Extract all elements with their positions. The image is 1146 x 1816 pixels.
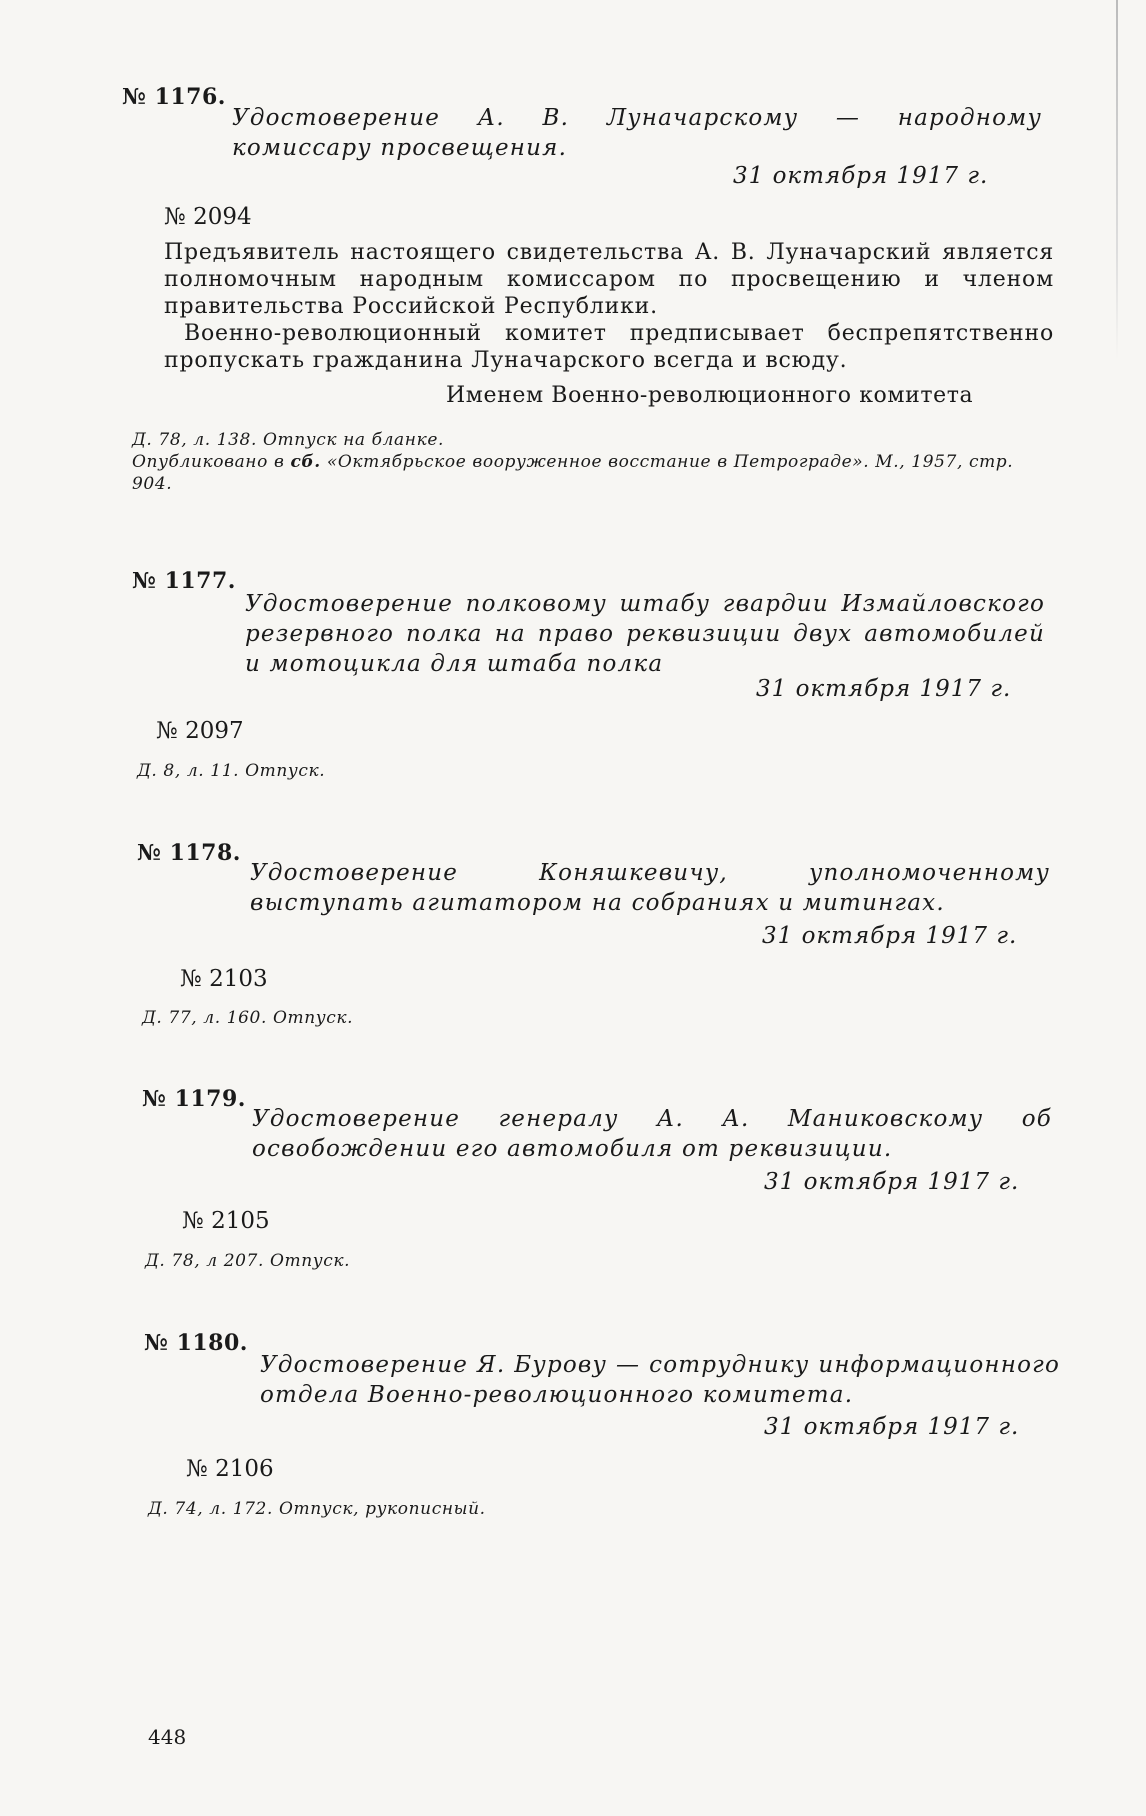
- doc-number: № 1179.: [142, 1086, 246, 1112]
- doc-title: Удостоверение А. В. Луначарскому — народному комиссару просвещения.: [232, 105, 1042, 161]
- body-paragraph: Предъявитель настоящего свидетельства А. В. Луначарский является полномочным народным комиссаром по просвещению и членом правительства Российской Республики.: [164, 240, 1054, 319]
- source-pub-prefix: Опубликовано в: [132, 452, 291, 472]
- registration-number: № 2106: [186, 1456, 274, 1482]
- doc-title: Удостоверение полковому штабу гвардии Измайловского резервного полка на право реквизиции двух автомобилей и мотоцикла для штаба полка: [245, 591, 1045, 677]
- source-pub-rest: «Октябрьское вооруженное восстание в Петрограде». М., 1957, стр. 904.: [132, 452, 1014, 494]
- doc-date: 31 октября 1917 г.: [762, 923, 1018, 949]
- doc-title: Удостоверение Коняшкевичу, уполномоченному выступать агитатором на собраниях и митингах.: [250, 860, 1050, 916]
- doc-number: № 1177.: [132, 568, 236, 594]
- source-archive: Д. 78, л. 138. Отпуск на бланке.: [132, 430, 444, 450]
- source-publication: [132, 451, 1052, 495]
- signature-line: Именем Военно-революционного комитета: [446, 383, 974, 408]
- doc-title: Удостоверение Я. Бурову — сотруднику информационного отдела Военно-революционного комитета.: [260, 1352, 1060, 1408]
- doc-date: 31 октября 1917 г.: [733, 163, 989, 189]
- registration-number: № 2105: [182, 1208, 270, 1234]
- source-note: Д. 78, л 207. Отпуск.: [145, 1251, 351, 1271]
- page-edge-shadow: [1116, 0, 1118, 360]
- source-note: Д. 74, л. 172. Отпуск, рукописный.: [148, 1499, 486, 1519]
- doc-number: № 1176.: [122, 84, 226, 110]
- doc-number: № 1180.: [144, 1330, 248, 1356]
- source-note: Д. 77, л. 160. Отпуск.: [142, 1008, 354, 1028]
- doc-date: 31 октября 1917 г.: [764, 1414, 1020, 1440]
- doc-number: № 1178.: [137, 840, 241, 866]
- doc-date: 31 октября 1917 г.: [764, 1169, 1020, 1195]
- registration-number: № 2094: [164, 204, 252, 230]
- registration-number: № 2097: [156, 718, 244, 744]
- source-note: [132, 429, 1052, 495]
- doc-body: [164, 239, 1054, 374]
- source-pub-bold: сб.: [290, 452, 321, 472]
- doc-date: 31 октября 1917 г.: [756, 676, 1012, 702]
- source-note: Д. 8, л. 11. Отпуск.: [137, 761, 326, 781]
- doc-title: Удостоверение генералу А. А. Маниковскому об освобождении его автомобиля от реквизиции.: [252, 1106, 1052, 1162]
- body-paragraph: Военно-революционный комитет предписывает беспрепятственно пропускать гражданина Луначарского всегда и всюду.: [164, 321, 1054, 373]
- page-number: 448: [148, 1725, 187, 1749]
- registration-number: № 2103: [180, 966, 268, 992]
